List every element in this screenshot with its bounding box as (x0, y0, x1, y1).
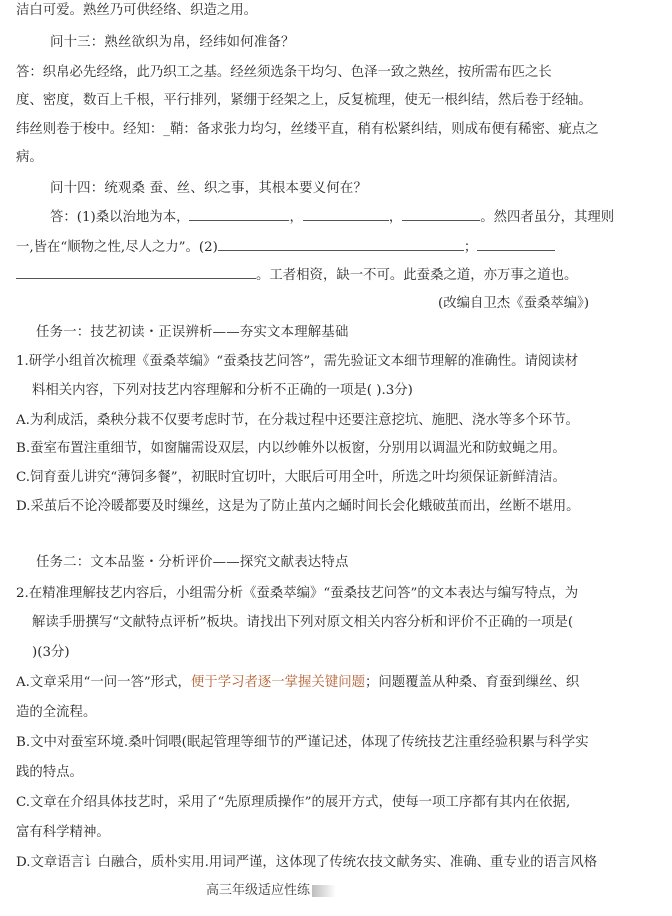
highlighted-text: 便于学习者逐一掌握关键问题 (190, 675, 365, 690)
answer-14-line-3: 。工者相资，缺一不可。此蚕桑之道，亦万事之道也。 (16, 264, 577, 287)
q2-stem-line-1: 2.在精准理解技艺内容后，小组需分析《蚕桑萃编》“蚕桑技艺问答”的文本表达与编写特点，为 (16, 586, 579, 601)
q2-option-c-line-2: 富有科学精神。 (16, 825, 110, 840)
fill-blank[interactable] (189, 206, 289, 221)
fill-blank[interactable] (16, 264, 256, 279)
fill-blank[interactable] (303, 206, 389, 221)
q2-option-a-line-1[interactable]: A.文章采用“一问一答”形式，便于学习者逐一掌握关键问题；问题覆盖从种桑、育蚕到缫丝、织 (16, 675, 580, 690)
q2-stem-line-2: 解读手册撰写“文献特点评析”板块。请找出下列对原文相关内容分析和评价不正确的一项是( (32, 615, 574, 630)
q1-option-b[interactable]: B.蚕室布置注重细节，如窗牖需设双层，内以纱帷外以板窗，分别用以调温光和防蚊蝇之用。 (16, 441, 566, 456)
q2-option-b-line-1[interactable]: B.文中对蚕室环境.桑叶饲喂(眠起管理等细节的严谨记述，体现了传统技艺注重经验积累与科学实 (16, 735, 589, 750)
source-citation: (改编自卫杰《蚕桑萃编》) (438, 296, 590, 311)
q1-option-d[interactable]: D.采茧后不论冷暖都要及时缫丝，这是为了防止茧内之蛹时间长会化蛾破茧而出，丝断不堪用。 (16, 499, 580, 514)
q1-option-c[interactable]: C.饲育蚕儿讲究“薄饲多餐”，初眠时宜切叶，大眠后可用全叶，所选之叶均须保证新鲜清洁。 (16, 470, 566, 485)
q2-option-c-line-1[interactable]: C.文章在介绍具体技艺时，采用了“先原理质操作”的展开方式，使每一项工序都有其内在依据, (16, 795, 571, 810)
task-1-heading: 任务一：技艺初读・正误辨析——夯实文本理解基础 (36, 325, 349, 340)
answer-14-line-1: 答：(1)桑以治地为本， ， ， 。然四者虽分，其理则 (50, 206, 614, 229)
answer-14-line-2: 一,皆在“顺物之性,尽人之力”。(2) ； (16, 236, 555, 259)
text-line: 洁白可爱。熟丝乃可供经络、织造之用。 (16, 3, 258, 18)
faded-text-edge (312, 885, 336, 897)
q2-stem-line-3: )(3分) (32, 645, 70, 660)
answer-13-line-3: 纬丝则卷于梭中。经知：_鞘：备求张力均匀，丝缕平直，稍有松紧纠结，则成布便有稀密、疵点之 (16, 122, 599, 137)
task-2-heading: 任务二：文本品鉴・分析评价——探究文献表达特点 (36, 555, 349, 570)
q2-option-d-line-1[interactable]: D.文章语言讠白融合，质朴实用.用词严谨，这体现了传统农技文献务实、准确、重专业的语言风格 (16, 855, 598, 870)
question-13: 问十三：熟丝欲织为帛，经纬如何准备？ (50, 35, 295, 50)
page-footer: 高三年级适应性练 (206, 880, 336, 902)
q2-option-a-line-2: 造的全流程。 (16, 705, 97, 720)
fill-blank[interactable] (402, 206, 480, 221)
answer-13-line-1: 答：织帛必先经络，此乃织工之基。经丝须选条干均匀、色泽一致之熟丝，按所需布匹之长 (16, 65, 552, 80)
fill-blank[interactable] (477, 236, 555, 251)
q1-stem-line-1: 1.研学小组首次梳理《蚕桑萃编》“蚕桑技艺问答”，需先验证文本细节理解的准确性。请阅读材 (16, 354, 579, 369)
q2-option-b-line-2: 践的特点。 (16, 765, 83, 780)
question-14: 问十四：统观桑 蚕、丝、织之事，其根本要义何在？ (50, 181, 368, 196)
q1-stem-line-2: 料相关内容，下列对技艺内容理解和分析不正确的一项是( ).3分) (32, 383, 413, 398)
answer-13-line-2: 度、密度，数百上千根，平行排列，紧绷于经架之上，反复梳理，使无一根纠结，然后卷于经轴。 (16, 93, 592, 108)
answer-13-line-4: 病。 (16, 150, 43, 165)
q1-option-a[interactable]: A.为利成活，桑秧分栽不仅要考虑时节，在分栽过程中还要注意挖坑、施肥、浇水等多个环节。 (16, 413, 579, 428)
fill-blank[interactable] (218, 236, 464, 251)
